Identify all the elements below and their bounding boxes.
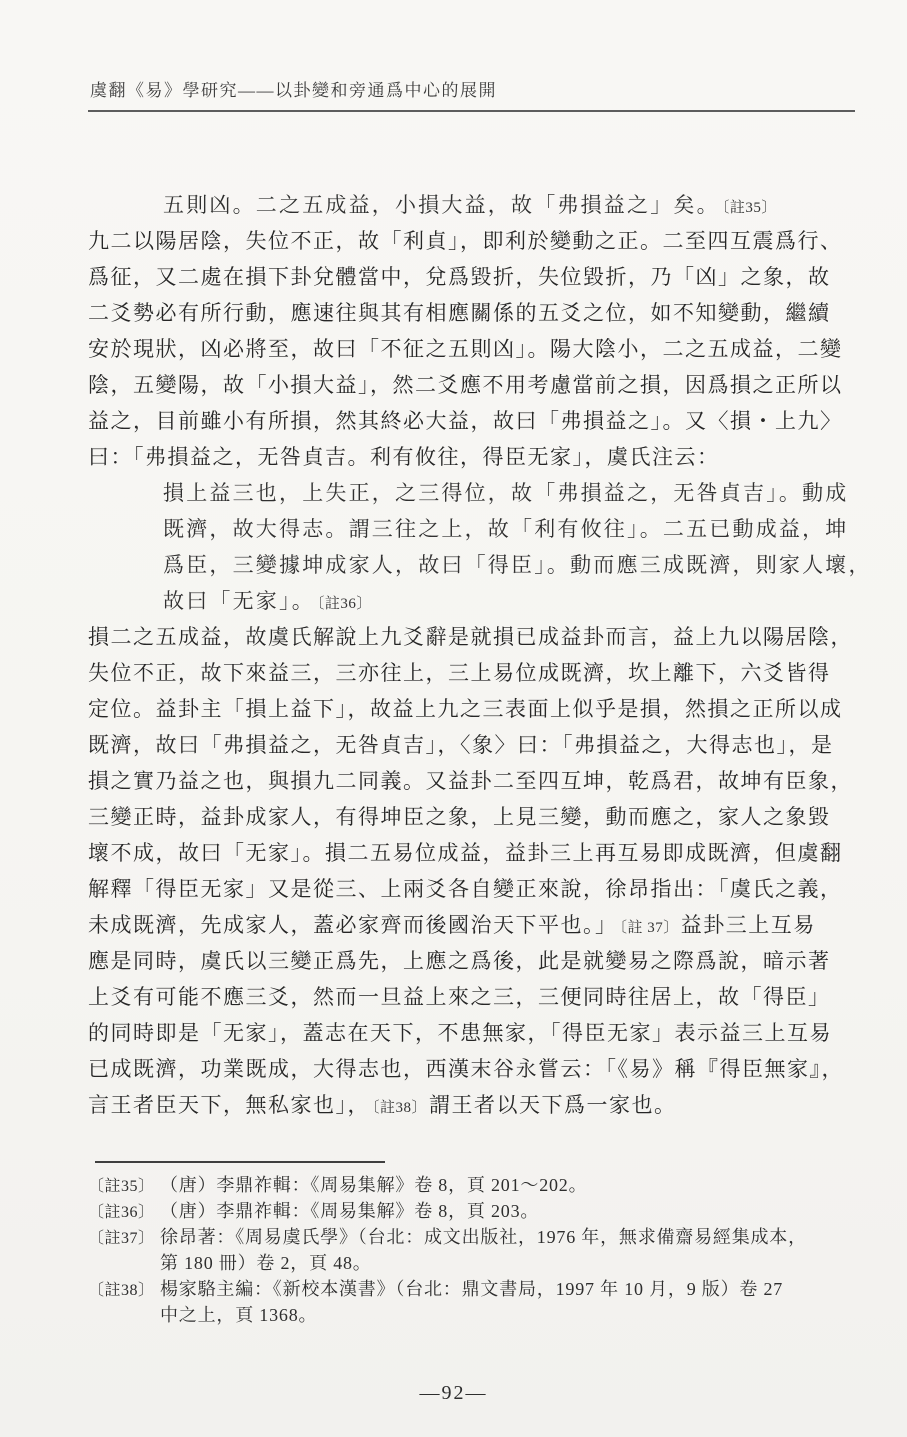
text-segment: 安於現狀，凶必將至，故曰「不征之五則凶」。陽大陰小，二之五成益，二變 [88, 337, 843, 361]
footnote-line [88, 1198, 878, 1224]
text-segment: 二爻勢必有所行動，應速往與其有相應關係的五爻之位，如不知變動，繼續 [88, 301, 831, 325]
footnote-text: （唐）李鼎祚輯：《周易集解》卷 8，頁 203。 [160, 1201, 540, 1221]
text-segment: 上爻有可能不應三爻，然而一旦益上來之三，三便同時往居上，故「得臣」 [88, 985, 831, 1009]
footnote-label: 〔註35〕 [88, 1178, 155, 1195]
text-segment: 爲臣，三變據坤成家人，故曰「得臣」。動而應三成既濟，則家人壞， [163, 553, 872, 577]
running-header-title: 虞翻《易》學研究——以卦變和旁通爲中心的展開 [90, 81, 497, 100]
text-segment: 損上益三也，上失正，之三得位，故「弗損益之，无咎貞吉」。動成 [163, 481, 849, 505]
text-segment: 曰：「弗損益之，无咎貞吉。利有攸往，得臣无家」，虞氏注云： [88, 445, 720, 469]
footnote-separator-rule [95, 1161, 385, 1163]
footnote-line [88, 1276, 878, 1302]
footnote-line [88, 1224, 878, 1250]
footnote-marker: 〔註 37〕 [619, 920, 679, 936]
text-segment: 益卦三上互易 [680, 913, 816, 937]
text-segment: 故曰「无家」。 [163, 589, 315, 613]
text-segment: 失位不正，故下來益三，三亦往上，三上易位成既濟，坎上離下，六爻皆得 [88, 661, 831, 685]
text-line [88, 1087, 868, 1123]
text-segment: 損之實乃益之也，與損九二同義。又益卦二至四互坤，乾爲君，故坤有臣象， [88, 769, 853, 793]
text-segment: 損二之五成益，故虞氏解說上九爻辭是就損已成益卦而言，益上九以陽居陰， [88, 625, 853, 649]
footnote-marker: 〔註38〕 [372, 1100, 428, 1116]
footnote-text: 楊家駱主編：《新校本漢書》（台北：鼎文書局，1997 年 10 月，9 版）卷 27 [160, 1279, 784, 1299]
text-line [88, 835, 868, 871]
text-segment: 既濟，故大得志。謂三往之上，故「利有攸往」。二五已動成益，坤 [163, 517, 849, 541]
text-line [88, 583, 868, 619]
footnote-label: 〔註38〕 [88, 1282, 155, 1299]
footnote-marker: 〔註36〕 [316, 596, 372, 612]
text-line [88, 691, 868, 727]
text-line [88, 511, 868, 547]
footnote-text: 第 180 冊）卷 2，頁 48。 [160, 1253, 372, 1273]
footnotes [88, 1172, 878, 1328]
footnote-line [88, 1302, 878, 1328]
page-number: —92— [419, 1382, 488, 1404]
footnote-marker: 〔註35〕 [721, 200, 777, 216]
text-segment: 五則凶。二之五成益，小損大益，故「弗損益之」矣。 [163, 193, 720, 217]
text-segment: 既濟，故曰「弗損益之，无咎貞吉」，〈象〉曰：「弗損益之，大得志也」，是 [88, 733, 834, 757]
text-line [88, 871, 868, 907]
text-segment: 應是同時，虞氏以三變正爲先，上應之爲後，此是就變易之際爲說，暗示著 [88, 949, 831, 973]
text-line [88, 979, 868, 1015]
text-line [88, 619, 868, 655]
text-segment: 爲征，又二處在損下卦兌體當中，兌爲毀折，失位毀折，乃「凶」之象，故 [88, 265, 831, 289]
text-line [88, 1015, 868, 1051]
text-segment: 益之，目前雖小有所損，然其終必大益，故曰「弗損益之」。又〈損・上九〉 [88, 409, 843, 433]
text-segment: 定位。益卦主「損上益下」，故益上九之三表面上似乎是損，然損之正所以成 [88, 697, 843, 721]
text-line [88, 295, 868, 331]
text-line [88, 763, 868, 799]
text-line [88, 331, 868, 367]
text-segment: 已成既濟，功業既成，大得志也，西漢末谷永嘗云：「《易》稱『得臣無家』， [88, 1057, 844, 1081]
text-line [88, 223, 868, 259]
footnote-label: 〔註37〕 [88, 1230, 155, 1247]
header-rule [88, 110, 855, 112]
footnote-label: 〔註36〕 [88, 1204, 155, 1221]
text-segment: 未成既濟，先成家人，蓋必家齊而後國治天下平也。」 [88, 913, 618, 937]
footnote-line [88, 1172, 878, 1198]
text-segment: 陰，五變陽，故「小損大益」，然二爻應不用考慮當前之損，因爲損之正所以 [88, 373, 843, 397]
text-line [88, 187, 868, 223]
text-line [88, 259, 868, 295]
text-segment: 言王者臣天下，無私家也」， [88, 1093, 370, 1117]
text-line [88, 727, 868, 763]
text-line [88, 655, 868, 691]
text-line [88, 943, 868, 979]
text-line [88, 475, 868, 511]
text-segment: 三變正時，益卦成家人，有得坤臣之象，上見三變，動而應之，家人之象毀 [88, 805, 831, 829]
text-line [88, 799, 868, 835]
text-segment: 的同時即是「无家」，蓋志在天下，不患無家，「得臣无家」表示益三上互易 [88, 1021, 832, 1045]
text-line [88, 1051, 868, 1087]
text-segment: 九二以陽居陰，失位不正，故「利貞」，即利於變動之正。二至四互震爲行、 [88, 229, 843, 253]
text-line [88, 367, 868, 403]
text-line [88, 439, 868, 475]
text-line [88, 547, 872, 583]
text-line [88, 907, 868, 943]
text-segment: 解釋「得臣无家」又是從三、上兩爻各自變正來說，徐昂指出：「虞氏之義， [88, 877, 843, 901]
body-text [88, 187, 872, 1123]
footnote-line [88, 1250, 878, 1276]
footnote-text: （唐）李鼎祚輯：《周易集解》卷 8，頁 201～202。 [160, 1175, 588, 1195]
text-segment: 壞不成，故曰「无家」。損二五易位成益，益卦三上再互易即成既濟，但虞翻 [88, 841, 843, 865]
text-segment: 謂王者以天下爲一家也。 [429, 1093, 677, 1117]
text-line [88, 403, 868, 439]
footnote-text: 徐昂著：《周易虞氏學》（台北：成文出版社，1976 年，無求備齋易經集成本， [160, 1227, 807, 1247]
footnote-text: 中之上，頁 1368。 [160, 1305, 318, 1325]
